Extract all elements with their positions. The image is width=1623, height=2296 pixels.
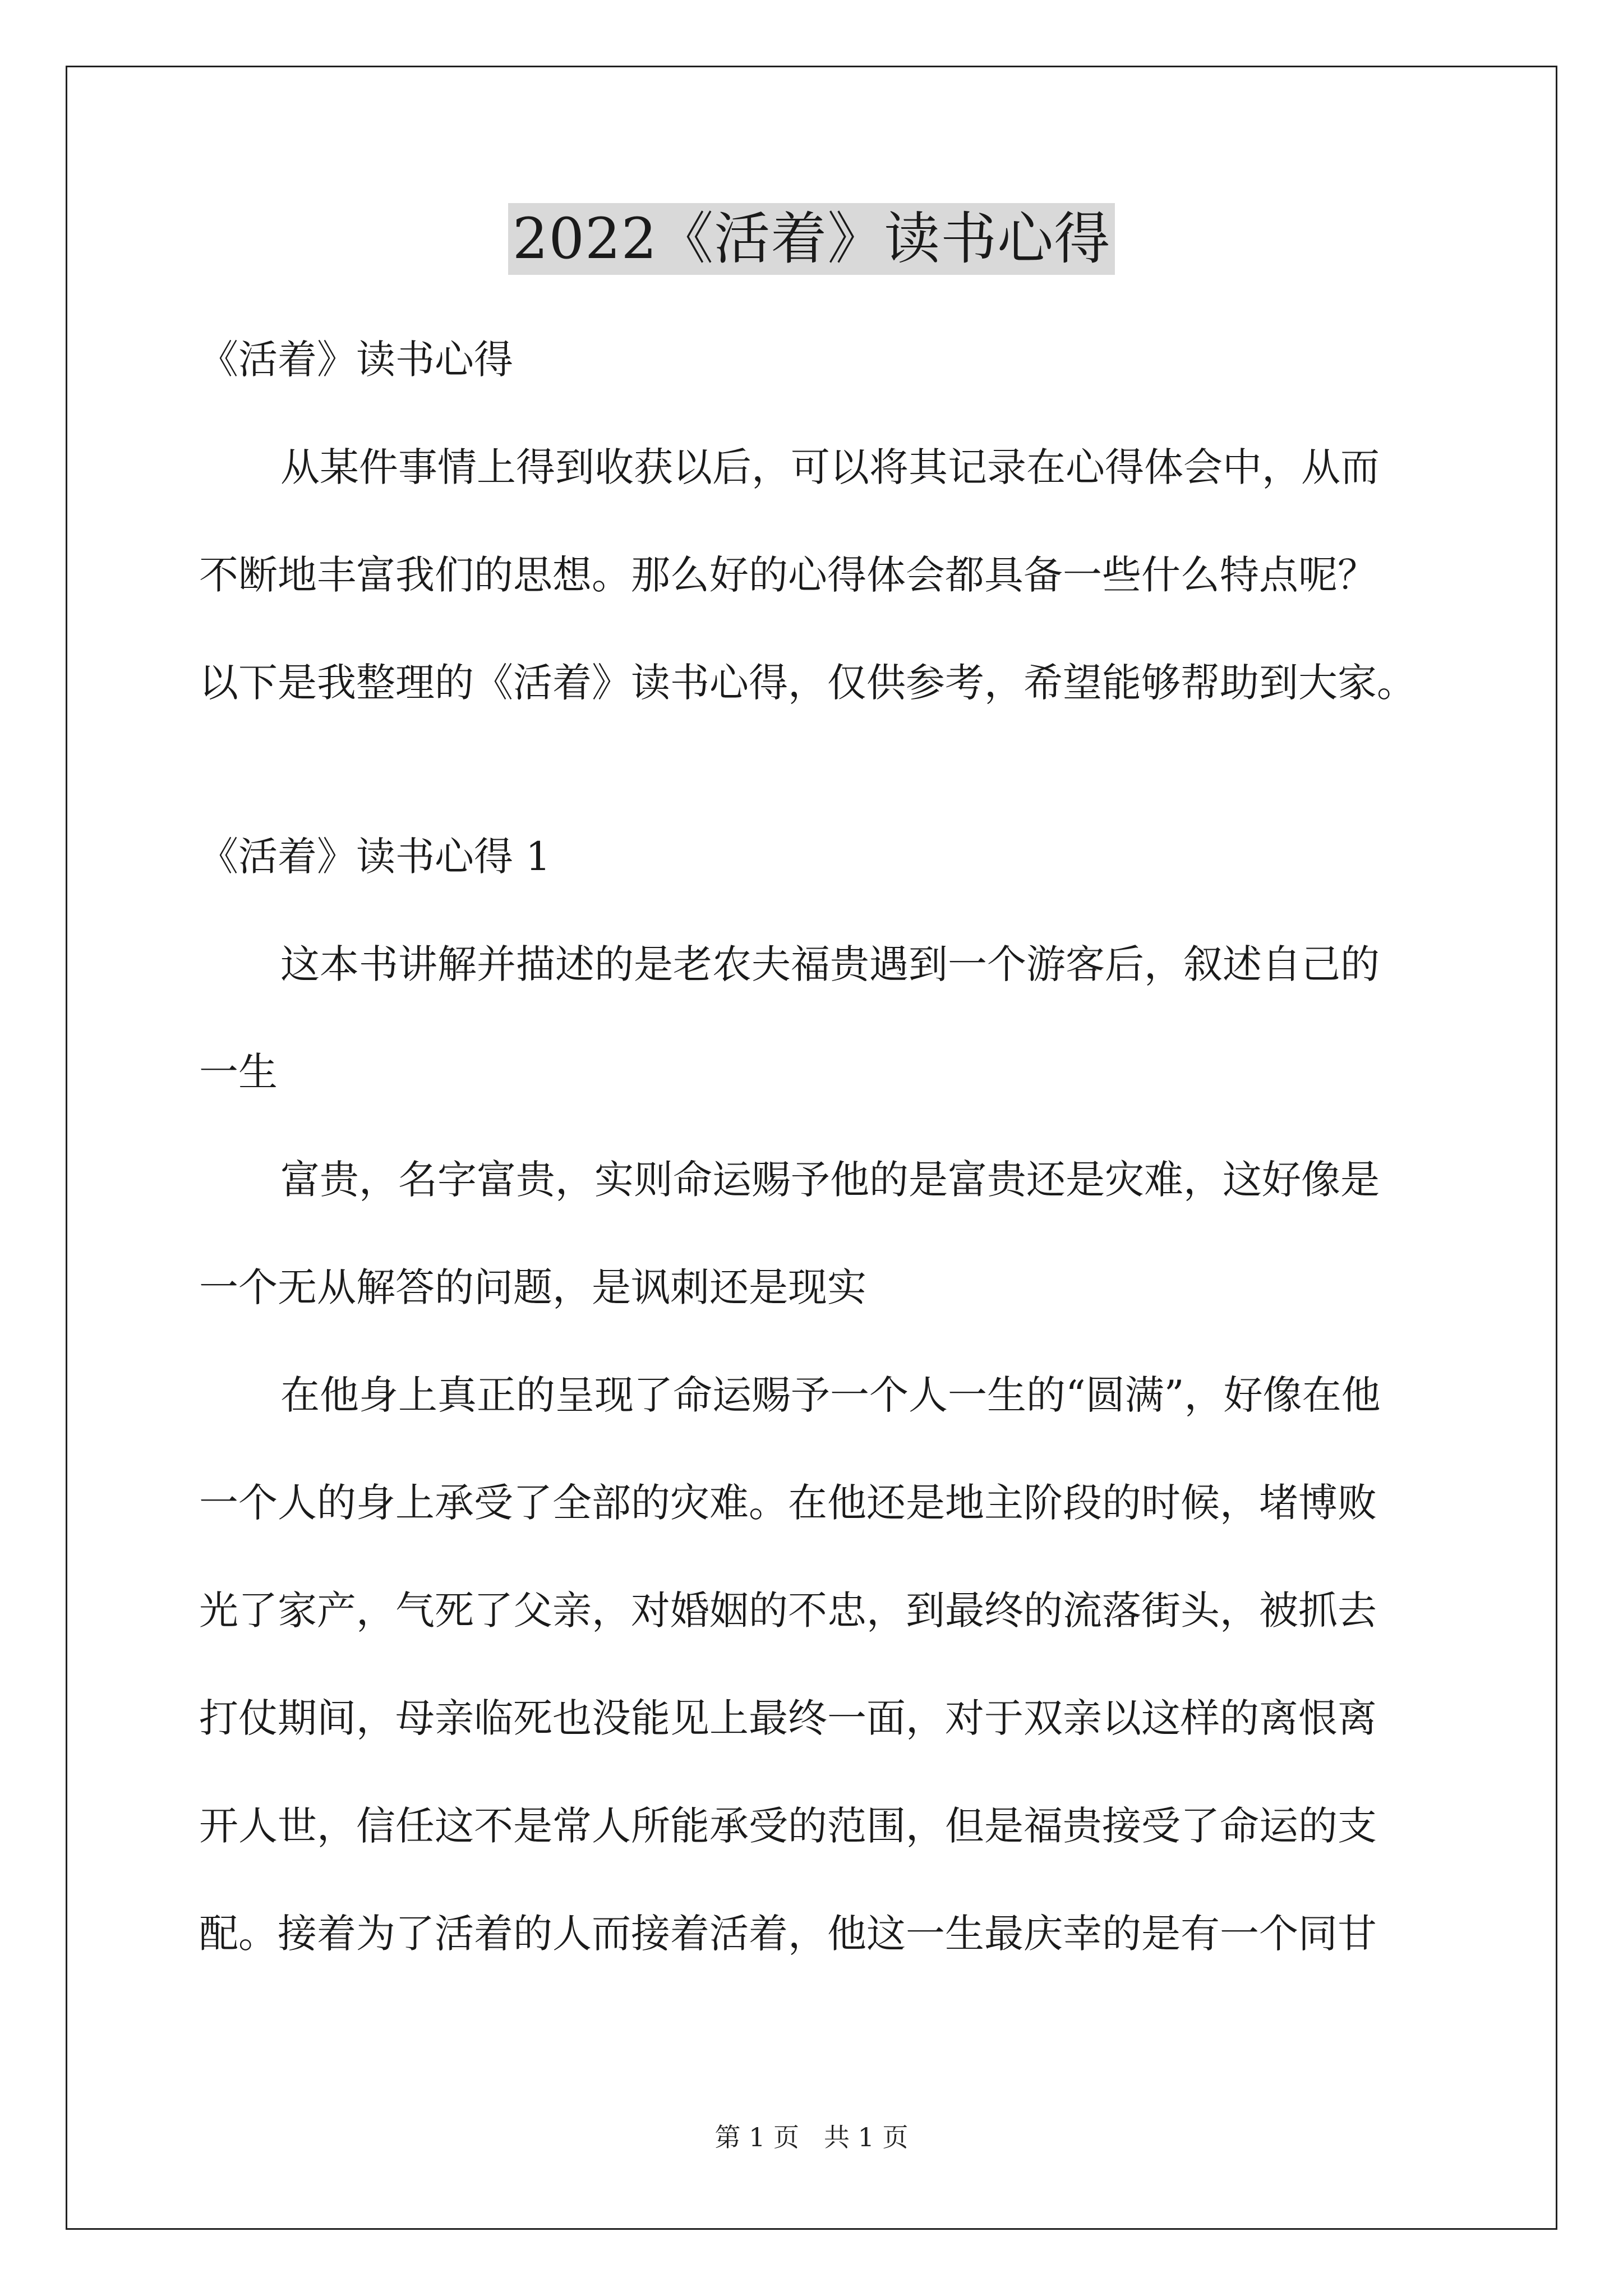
paragraph-line: 光了家产，气死了父亲，对婚姻的不忠，到最终的流落街头，被抓去 bbox=[199, 1588, 1377, 1634]
title-container bbox=[0, 203, 1623, 275]
intro-line: 不断地丰富我们的思想。那么好的心得体会都具备一些什么特点呢？ bbox=[199, 552, 1377, 598]
paragraph-line: 开人世，信任这不是常人所能承受的范围，但是福贵接受了命运的支 bbox=[199, 1803, 1377, 1849]
section-gap bbox=[199, 737, 1433, 803]
intro-line: 以下是我整理的《活着》读书心得，仅供参考，希望能够帮助到大家。 bbox=[199, 660, 1416, 706]
page-number: 第 1 页 bbox=[714, 2122, 799, 2152]
paragraph-line: 在他身上真正的呈现了命运赐予一个人一生的“圆满”，好像在他 bbox=[280, 1372, 1381, 1418]
intro-line: 从某件事情上得到收获以后，可以将其记录在心得体会中，从而 bbox=[280, 444, 1380, 490]
page-total: 共 1 页 bbox=[824, 2122, 909, 2152]
paragraph-line: 这本书讲解并描述的是老农夫福贵遇到一个游客后，叙述自己的 bbox=[280, 941, 1380, 987]
paragraph-line: 富贵，名字富贵，实则命运赐予他的是富贵还是灾难，这好像是 bbox=[280, 1157, 1380, 1203]
page-footer bbox=[0, 2120, 1623, 2154]
section-heading: 《活着》读书心得 1 bbox=[199, 834, 551, 880]
paragraph-line: 打仗期间，母亲临死也没能见上最终一面，对于双亲以这样的离恨离 bbox=[199, 1695, 1377, 1741]
paragraph-line: 一个无从解答的问题，是讽刺还是现实 bbox=[199, 1264, 866, 1310]
paragraph-line: 配。接着为了活着的人而接着活着，他这一生最庆幸的是有一个同甘 bbox=[199, 1911, 1377, 1957]
paragraph-line: 一生 bbox=[199, 1049, 278, 1095]
document-body bbox=[199, 306, 1433, 1987]
document-title: 2022《活着》读书心得 bbox=[508, 203, 1115, 275]
main-heading: 《活着》读书心得 bbox=[199, 337, 513, 383]
paragraph-line: 一个人的身上承受了全部的灾难。在他还是地主阶段的时候，堵博败 bbox=[199, 1480, 1377, 1526]
